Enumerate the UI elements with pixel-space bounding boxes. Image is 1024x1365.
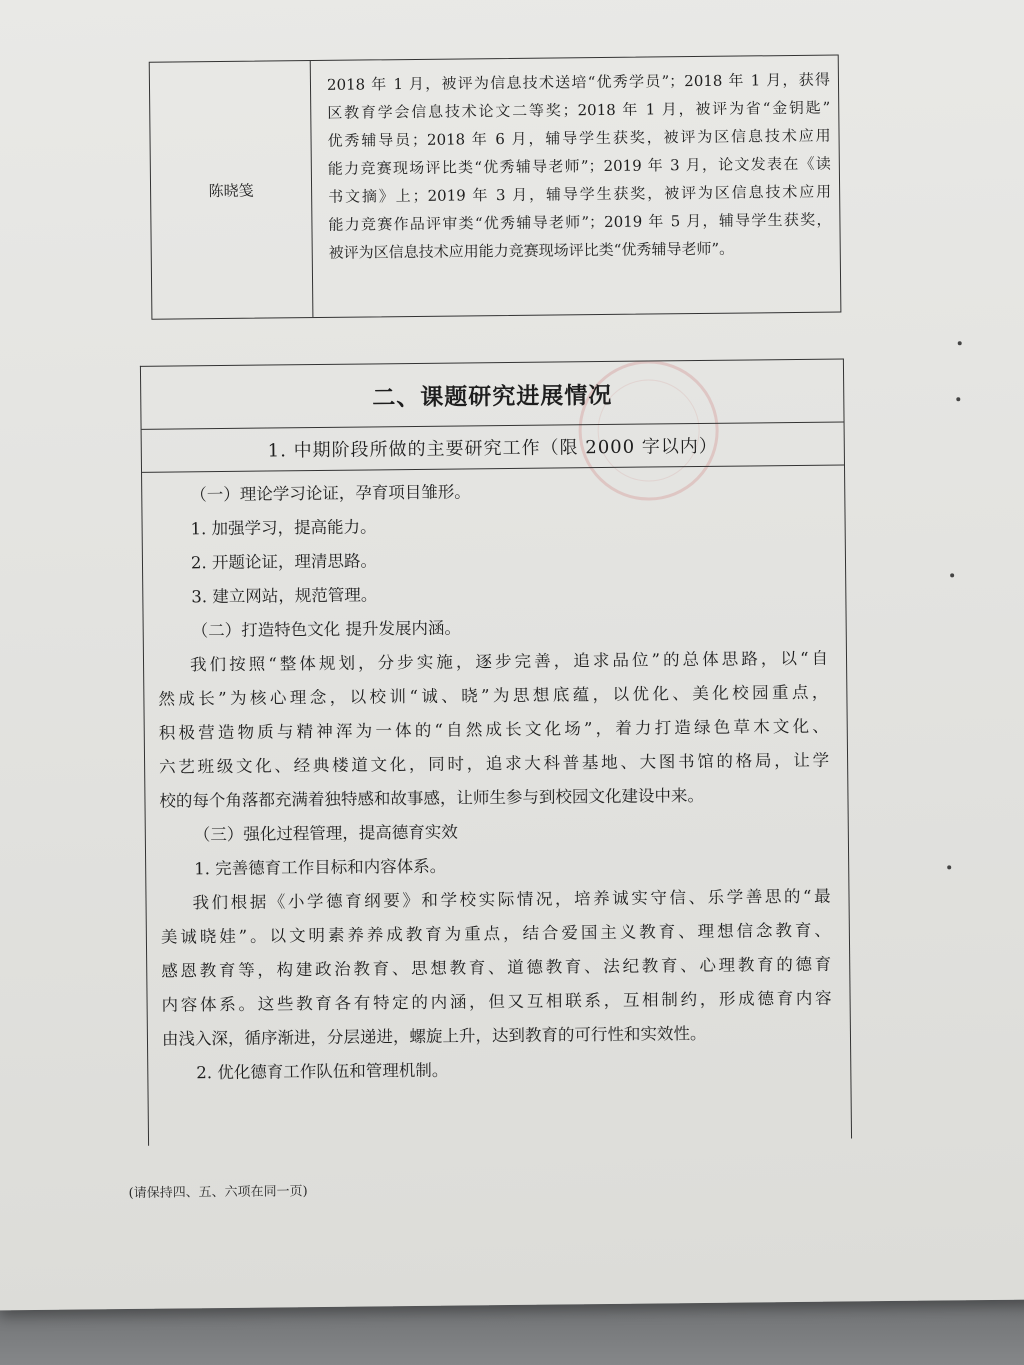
paragraph-line: 积极营造物质与精神浑为一体的“自然成长文化场”，着力打造绿色草木文化、	[158, 716, 829, 743]
paragraph-line: 然成长”为核心理念，以校训“诚、晓”为思想底蕴，以优化、美化校园重点，	[158, 682, 829, 709]
paper-speck	[947, 865, 951, 869]
list-item: 2. 优化德育工作队伍和管理机制。	[196, 1060, 449, 1083]
footer-note: (请保持四、五、六项在同一页)	[128, 1184, 308, 1202]
progress-section	[140, 358, 852, 1145]
section-body	[142, 465, 850, 1090]
paragraph-line: 感恩教育等，构建政治教育、思想教育、道德教育、法纪教育、心理教育的德育	[161, 954, 832, 981]
paragraph-line: 六艺班级文化、经典楼道文化，同时，追求大科普基地、大图书馆的格局，让学	[159, 750, 830, 777]
award-line: 能力竞赛现场评比类“优秀辅导老师”；2019 年 3 月，论文发表在《读	[327, 154, 831, 178]
paper-speck	[958, 341, 962, 345]
paragraph-line: 由浅入深，循序渐进，分层递进，螺旋上升，达到教育的可行性和实效性。	[161, 1023, 707, 1049]
section-subtitle: 1. 中期阶段所做的主要研究工作（限 2000 字以内）	[142, 422, 844, 472]
award-line: 区教育学会信息技术论文二等奖；2018 年 1 月，被评为省“金钥匙”	[327, 98, 831, 122]
paragraph-line: 内容体系。这些教育各有特定的内涵，但又互相联系，互相制约，形成德育内容	[161, 988, 832, 1015]
award-line: 2018 年 1 月，被评为信息技术送培“优秀学员”；2018 年 1 月，获得	[326, 70, 831, 94]
paragraph-line: 我们根据《小学德育纲要》和学校实际情况，培养诚实守信、乐学善思的“最	[192, 886, 831, 913]
list-item: 3. 建立网站，规范管理。	[191, 585, 378, 607]
award-line: 优秀辅导员；2018 年 6 月，辅导学生获奖，被评为区信息技术应用	[327, 126, 831, 150]
award-line: 书文摘》上；2019 年 3 月，辅导学生获奖，被评为区信息技术应用	[328, 182, 832, 206]
paragraph-line: 美诚晓娃”。以文明素养养成教育为重点，结合爱国主义教育、理想信念教育、	[160, 920, 831, 947]
teacher-name: 陈晓笺	[150, 61, 314, 319]
heading-line: （三）强化过程管理，提高德育实效	[193, 822, 458, 845]
background-surface	[0, 1300, 1024, 1365]
paragraph-line: 校的每个角落都充满着独特感和故事感，让师生参与到校园文化建设中来。	[159, 785, 705, 811]
award-table	[149, 55, 842, 320]
list-item: 2. 开题论证，理清思路。	[190, 551, 378, 573]
award-line: 能力竞赛作品评审类“优秀辅导老师”；2019 年 5 月，辅导学生获奖，	[328, 210, 832, 234]
paper-speck	[950, 573, 954, 577]
paragraph-line: 我们按照“整体规划，分步实施，逐步完善，追求品位”的总体思路，以“自	[189, 648, 829, 675]
list-item: 1. 完善德育工作目标和内容体系。	[194, 856, 447, 879]
section-title: 二、课题研究进展情况	[141, 359, 844, 429]
heading-line: （二）打造特色文化 提升发展内涵。	[191, 618, 462, 641]
heading-line: （一）理论学习论证，孕育项目雏形。	[190, 482, 471, 505]
award-description	[311, 56, 841, 318]
list-item: 1. 加强学习，提高能力。	[190, 517, 377, 539]
paper-speck	[956, 397, 960, 401]
award-line: 被评为区信息技术应用能力竞赛现场评比类“优秀辅导老师”。	[328, 239, 735, 262]
